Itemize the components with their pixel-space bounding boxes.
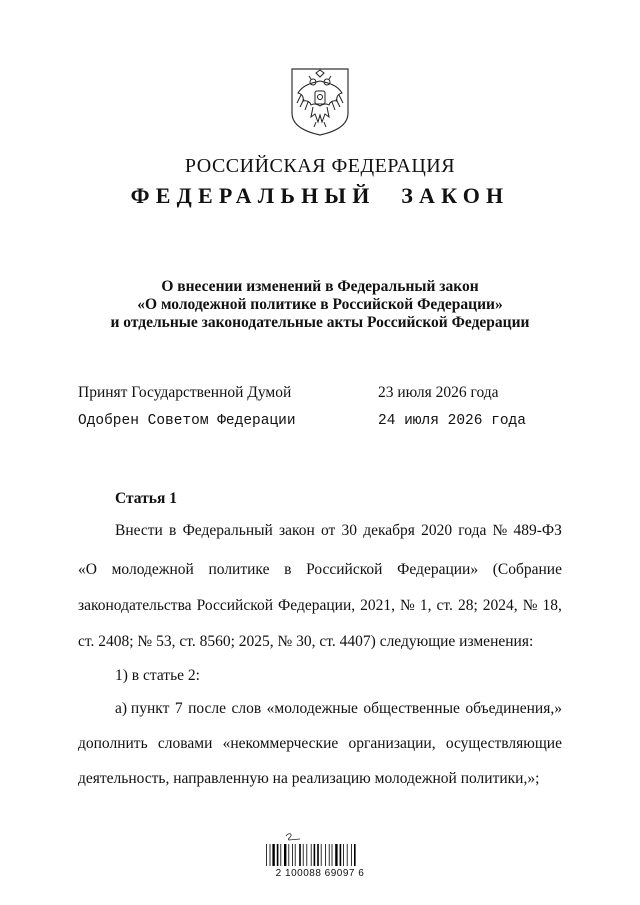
- barcode-bar: [329, 844, 330, 866]
- paragraph-line: [78, 597, 562, 615]
- barcode-bar: [303, 844, 304, 866]
- barcode-bar: [354, 844, 356, 866]
- word: 1,: [419, 597, 432, 614]
- word: от: [321, 522, 336, 539]
- subitem-a-line: [78, 735, 562, 753]
- word: (Собрание: [492, 561, 562, 578]
- word: года: [458, 522, 487, 539]
- word: в: [284, 561, 292, 578]
- word: молодежной: [111, 561, 194, 578]
- barcode-bar: [299, 844, 301, 866]
- barcode-bar: [347, 844, 348, 866]
- word: объединения,»: [465, 700, 562, 717]
- barcode-number: 2 100088 69097 6: [275, 868, 365, 879]
- word: 18,: [542, 597, 562, 614]
- barcode-bar: [321, 844, 322, 866]
- word: закон: [279, 522, 315, 539]
- barcode-bar: [314, 844, 316, 866]
- coat-of-arms-emblem: [289, 67, 351, 137]
- subject-line: О внесении изменений в Федеральный закон: [161, 278, 479, 295]
- word: словами: [157, 735, 213, 752]
- paragraph-line: [78, 522, 562, 540]
- word: Федеральный: [182, 522, 273, 539]
- word: ст.: [436, 597, 453, 614]
- word: Внести: [115, 522, 163, 539]
- paragraph-line: ст. 2408; № 53, ст. 8560; 2025, № 30, ст. 4407) следующие изменения:: [78, 633, 534, 650]
- word: Российской: [196, 597, 273, 614]
- barcode-bar: [277, 844, 279, 866]
- word: Федерации,: [278, 597, 356, 614]
- word: 2021,: [360, 597, 396, 614]
- barcode-bar: [270, 844, 271, 866]
- subitem-a-line: [78, 700, 562, 718]
- adopted-label: Принят Государственной Думой: [78, 384, 292, 401]
- approved-label: Одобрен Советом Федерации: [78, 413, 296, 429]
- approved-date: 24 июля 2026 года: [378, 413, 526, 429]
- barcode-bar: [266, 844, 267, 866]
- word: а) пункт: [115, 700, 170, 717]
- word: №: [492, 522, 508, 539]
- word: после: [188, 700, 227, 717]
- barcode-bar: [317, 844, 319, 866]
- article-heading: Статья 1: [115, 490, 177, 507]
- barcode-bar: [325, 844, 326, 866]
- subitem-a-line: деятельность, направленную на реализацию молодежной политики,»;: [78, 770, 540, 787]
- word: политике: [208, 561, 270, 578]
- word: 30: [341, 522, 358, 539]
- barcode-icon: [266, 844, 356, 866]
- barcode-bar: [311, 844, 312, 866]
- word: «молодежные: [266, 700, 358, 717]
- word: 2020: [421, 522, 453, 539]
- barcode-bar: [335, 844, 337, 866]
- word: осуществляющие: [445, 735, 562, 752]
- barcode-bar: [284, 844, 286, 866]
- word: в: [169, 522, 177, 539]
- word: декабря: [363, 522, 415, 539]
- subject-line: и отдельные законодательные акты Российской Федерации: [110, 314, 530, 331]
- paragraph-line: [78, 561, 562, 579]
- word: 2024,: [482, 597, 518, 614]
- barcode-bar: [351, 844, 352, 866]
- barcode-bar: [306, 844, 307, 866]
- barcode-bar: [292, 844, 293, 866]
- word: «О: [78, 561, 97, 578]
- barcode-bar: [332, 844, 333, 866]
- word: общественные: [363, 700, 460, 717]
- word: законодательства: [78, 597, 192, 614]
- word: 489-ФЗ: [513, 522, 562, 539]
- word: №: [522, 597, 538, 614]
- country-name: РОССИЙСКАЯ ФЕДЕРАЦИЯ: [184, 155, 456, 177]
- barcode-bar: [280, 844, 281, 866]
- document-type-title: ФЕДЕРАЛЬНЫЙ ЗАКОН: [130, 183, 510, 208]
- word: 28;: [457, 597, 478, 614]
- barcode-bar: [295, 844, 296, 866]
- barcode-bar: [272, 844, 274, 866]
- word: Российской: [306, 561, 383, 578]
- adopted-date: 23 июля 2026 года: [378, 384, 499, 401]
- word: дополнить: [78, 735, 148, 752]
- law-subject: [0, 278, 640, 332]
- word: слов: [231, 700, 262, 717]
- word: №: [400, 597, 415, 614]
- barcode-bar: [340, 844, 342, 866]
- subject-line: «О молодежной политике в Российской Федерации»: [137, 296, 503, 313]
- barcode-bar: [343, 844, 344, 866]
- word: организации,: [348, 735, 436, 752]
- word: 7: [174, 700, 183, 717]
- list-item-1: 1) в статье 2:: [115, 667, 200, 684]
- word: «некоммерческие: [222, 735, 339, 752]
- barcode-bar: [288, 844, 289, 866]
- word: Федерации»: [397, 561, 479, 578]
